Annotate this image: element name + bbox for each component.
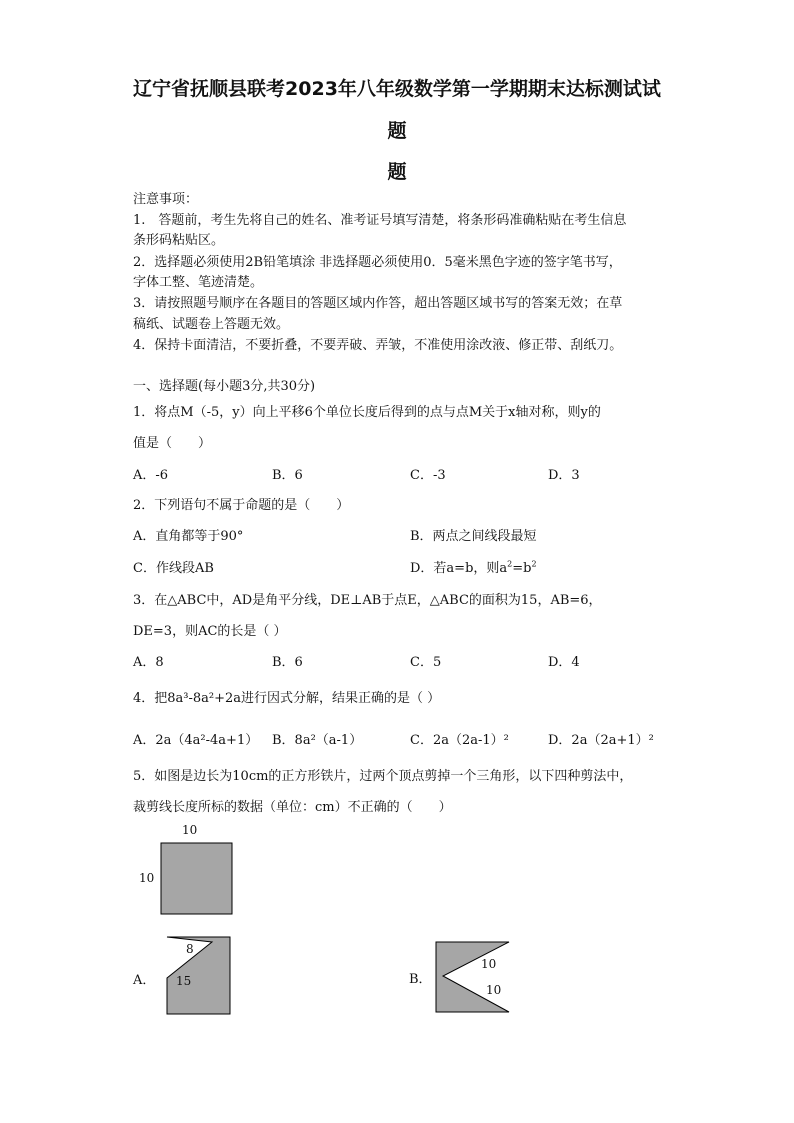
q3-stem-b: DE=3，则AC的长是（ ） (133, 624, 287, 639)
q1-stem-b: 值是（ ） (133, 436, 212, 451)
q5-stem-b: 裁剪线长度所标的数据（单位：cm）不正确的（ ） (133, 800, 452, 815)
q4-option-d: D．2a（2a+1）² (548, 733, 654, 748)
q2-stem: 2．下列语句不属于命题的是（ ） (133, 498, 350, 513)
q1-stem-a: 1．将点M（-5，y）向上平移6个单位长度后得到的点与点M关于x轴对称，则y的 (133, 405, 601, 420)
figure-b-cut-label-1: 10 (481, 957, 497, 971)
q2-option-d: D．若a=b，则$a^2=b^2$ (410, 559, 537, 576)
q2-option-a: A．直角都等于90° (133, 529, 244, 544)
figure-a-label: A． (133, 973, 156, 988)
square-top-label: 10 (182, 823, 198, 837)
figure-b (433, 939, 513, 1015)
q3-option-a: A．8 (133, 655, 164, 670)
notice-3a: 3．请按照题号顺序在各题目的答题区域内作答，超出答题区域书写的答案无效；在草 (133, 296, 623, 311)
q1-option-b: B．6 (272, 468, 303, 483)
q5-stem-a: 5．如图是边长为10cm的正方形铁片，过两个顶点剪掉一个三角形，以下四种剪法中， (133, 769, 633, 784)
q3-option-c: C．5 (410, 655, 442, 670)
figure-b-label: B． (409, 972, 432, 987)
q1-option-d: D．3 (548, 468, 580, 483)
q2-option-c: C．作线段AB (133, 561, 214, 576)
notice-heading: 注意事项： (133, 192, 199, 207)
page-title-line2: 题 (387, 120, 407, 142)
square-left-label: 10 (139, 871, 155, 885)
q2-option-d-pre: D．若a=b，则a (410, 561, 508, 576)
q2-option-b: B．两点之间线段最短 (410, 529, 537, 544)
notice-4: 4．保持卡面清洁，不要折叠，不要弄破、弄皱，不准使用涂改液、修正带、刮纸刀。 (133, 338, 623, 353)
q4-option-b: B．8a²（a-1） (272, 733, 363, 748)
figure-b-cut-label-2: 10 (486, 983, 502, 997)
q4-option-c: C．2a（2a-1）² (410, 733, 509, 748)
page-title-line1: 辽宁省抚顺县联考2023年八年级数学第一学期期末达标测试试 (133, 78, 661, 100)
figure-a-cut-label-2: 15 (176, 974, 192, 988)
q3-stem-a: 3．在△ABC中，AD是角平分线，DE⊥AB于点E，△ABC的面积为15，AB=6， (133, 593, 602, 608)
q3-option-b: B．6 (272, 655, 303, 670)
notice-2b: 字体工整、笔迹清楚。 (133, 275, 264, 290)
square-shape (161, 843, 232, 914)
figure-a-cut-label-1: 8 (186, 942, 194, 956)
q1-option-a: A．-6 (133, 468, 169, 483)
q2-option-d-mid: =b (512, 561, 532, 576)
notice-1a: 1. 答题前，考生先将自己的姓名、准考证号填写清楚，将条形码准确粘贴在考生信息 (133, 213, 627, 228)
q1-option-c: C．-3 (410, 468, 446, 483)
notice-3b: 稿纸、试题卷上答题无效。 (133, 317, 290, 332)
q4-option-a: A．2a（4a²-4a+1） (133, 733, 259, 748)
notice-2a: 2．选择题必须使用2B铅笔填涂 非选择题必须使用0．5毫米黑色字迹的签字笔书写， (133, 255, 622, 270)
notice-1b: 条形码粘贴区。 (133, 233, 225, 248)
q4-stem: 4．把8a³-8a²+2a进行因式分解，结果正确的是（ ） (133, 691, 441, 706)
square-figure (160, 842, 234, 916)
figure-a (164, 934, 232, 1016)
q3-option-d: D．4 (548, 655, 580, 670)
figure-b-shape (436, 942, 509, 1012)
page-title-line3: 题 (387, 161, 407, 183)
section-heading: 一、选择题(每小题3分,共30分) (133, 379, 316, 394)
